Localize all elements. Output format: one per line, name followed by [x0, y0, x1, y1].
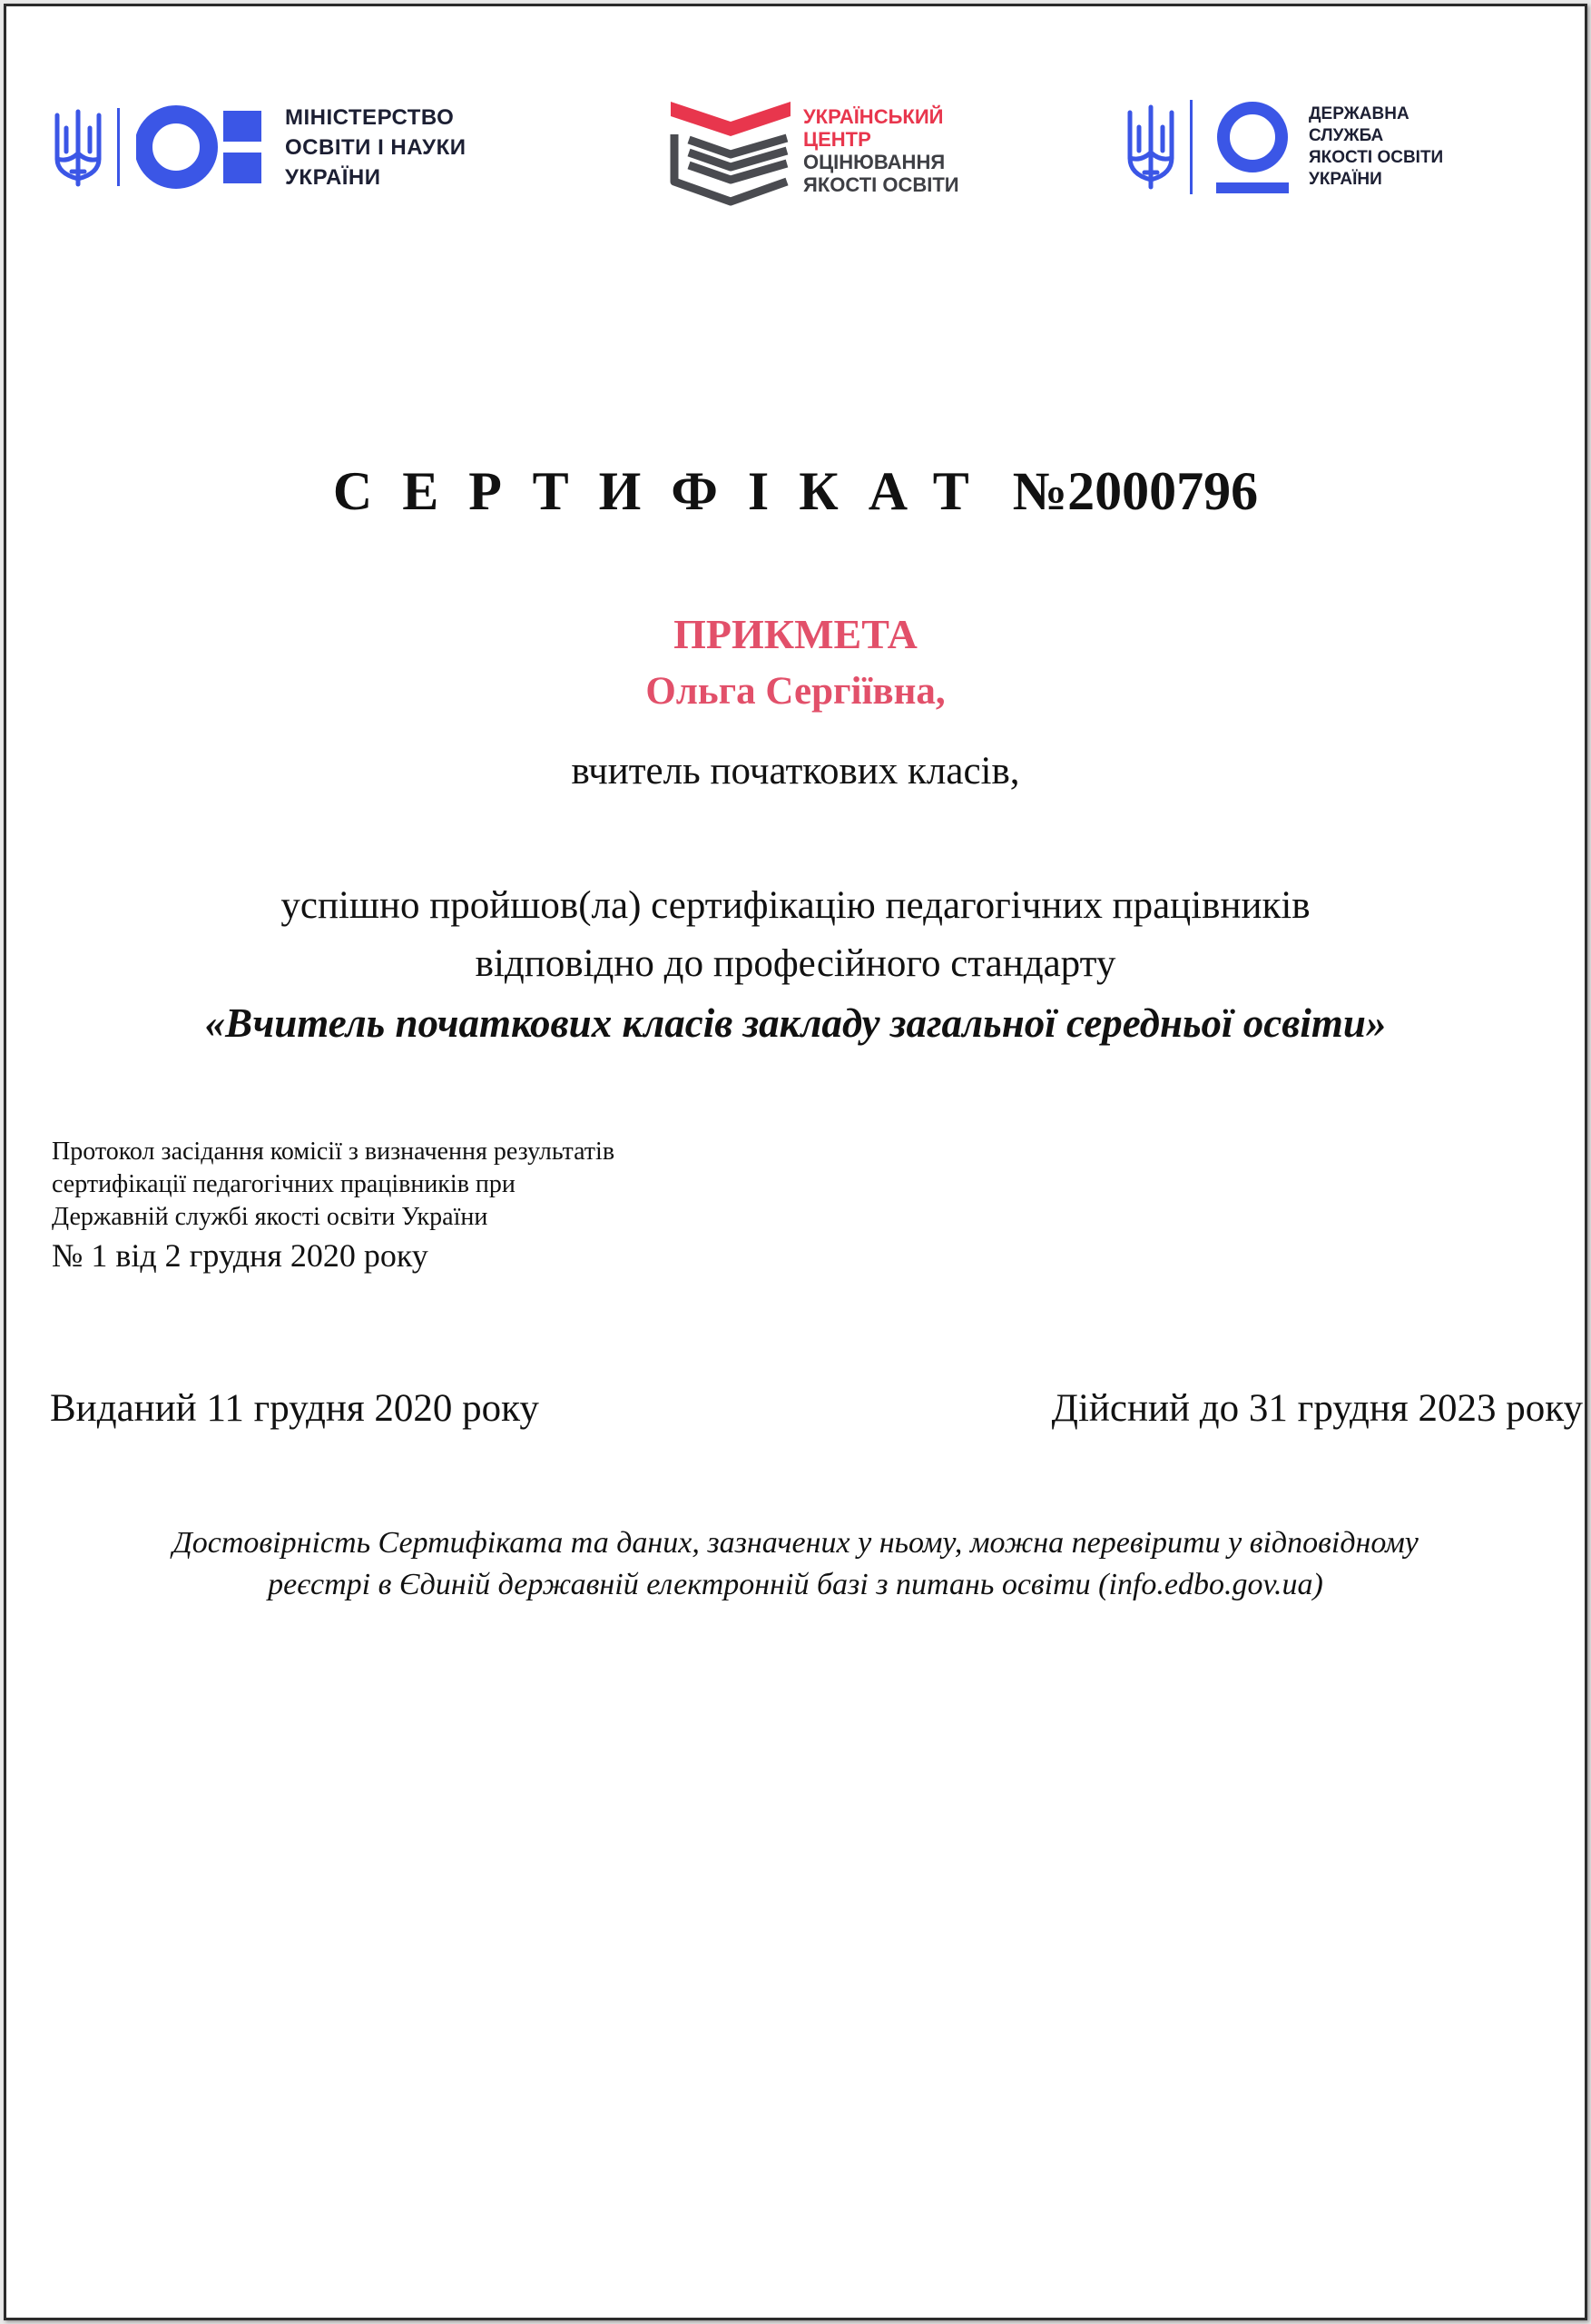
- ucoz-logo: [667, 92, 959, 210]
- holder-given-names: Ольга Сергіївна,: [645, 670, 946, 713]
- statement-line: відповідно до професійного стандарту: [475, 942, 1116, 985]
- dsyo-logo: [1125, 97, 1443, 197]
- dsyo-name-line: ДЕРЖАВНА: [1309, 104, 1409, 123]
- verification-line: реєстрі в Єдиній державній електронній базі з питань освіти (info.edbo.gov.ua): [268, 1568, 1323, 1601]
- ministry-name-line: ОСВІТИ І НАУКИ: [285, 134, 466, 160]
- verification-note: [6, 1522, 1585, 1606]
- dsyo-name: [1309, 103, 1443, 191]
- trident-icon: [1125, 102, 1177, 192]
- certificate-title-word: СЕРТИФІКАТ: [332, 461, 999, 521]
- statement-line: успішно пройшов(ла) сертифікацію педагогічних працівників: [280, 884, 1311, 927]
- protocol-line: Протокол засідання комісії з визначення результатів: [52, 1137, 615, 1166]
- trident-icon: [52, 106, 104, 188]
- protocol-block: [52, 1136, 614, 1277]
- holder-position: вчитель початкових класів,: [571, 750, 1020, 793]
- ucoz-name-line: УКРАЇНСЬКИЙ: [803, 105, 944, 128]
- logo-divider: [117, 108, 120, 186]
- ministry-name-line: УКРАЇНИ: [285, 164, 381, 190]
- ucoz-name-line: ОЦІНЮВАННЯ: [803, 151, 946, 173]
- ministry-emblem-icon: [136, 103, 272, 191]
- ministry-name: [285, 103, 466, 192]
- valid-until: Дійсний до 31 грудня 2023 року: [1051, 1387, 1583, 1430]
- open-book-icon: [667, 94, 794, 207]
- ministry-name-line: МІНІСТЕРСТВО: [285, 104, 455, 130]
- issue-date: Виданий 11 грудня 2020 року: [50, 1387, 539, 1430]
- certificate-number: №2000796: [1012, 461, 1259, 521]
- dsyo-name-line: УКРАЇНИ: [1309, 170, 1382, 189]
- ucoz-name: [803, 105, 959, 196]
- protocol-line: Державній службі якості освіти України: [52, 1203, 488, 1231]
- certificate-page: [4, 4, 1587, 2320]
- ucoz-name-line: ЦЕНТР: [803, 128, 871, 151]
- certificate-title: [6, 460, 1585, 523]
- header-logos: [6, 6, 1585, 242]
- holder-surname: ПРИКМЕТА: [673, 611, 918, 657]
- ucoz-name-line: ЯКОСТІ ОСВІТИ: [803, 173, 959, 196]
- dsyo-name-line: СЛУЖБА: [1309, 126, 1384, 145]
- logo-divider: [1190, 100, 1193, 194]
- protocol-line: сертифікації педагогічних працівників при: [52, 1170, 516, 1198]
- dsyo-emblem-icon: [1214, 99, 1291, 195]
- ministry-logo: [52, 97, 466, 197]
- dsyo-name-line: ЯКОСТІ ОСВІТИ: [1309, 148, 1444, 167]
- professional-standard: «Вчитель початкових класів закладу загальної середньої освіти»: [204, 1000, 1387, 1046]
- verification-line: Достовірність Сертифіката та даних, зазначених у ньому, можна перевірити у відповідному: [172, 1526, 1419, 1560]
- protocol-number: № 1 від 2 грудня 2020 року: [52, 1237, 428, 1274]
